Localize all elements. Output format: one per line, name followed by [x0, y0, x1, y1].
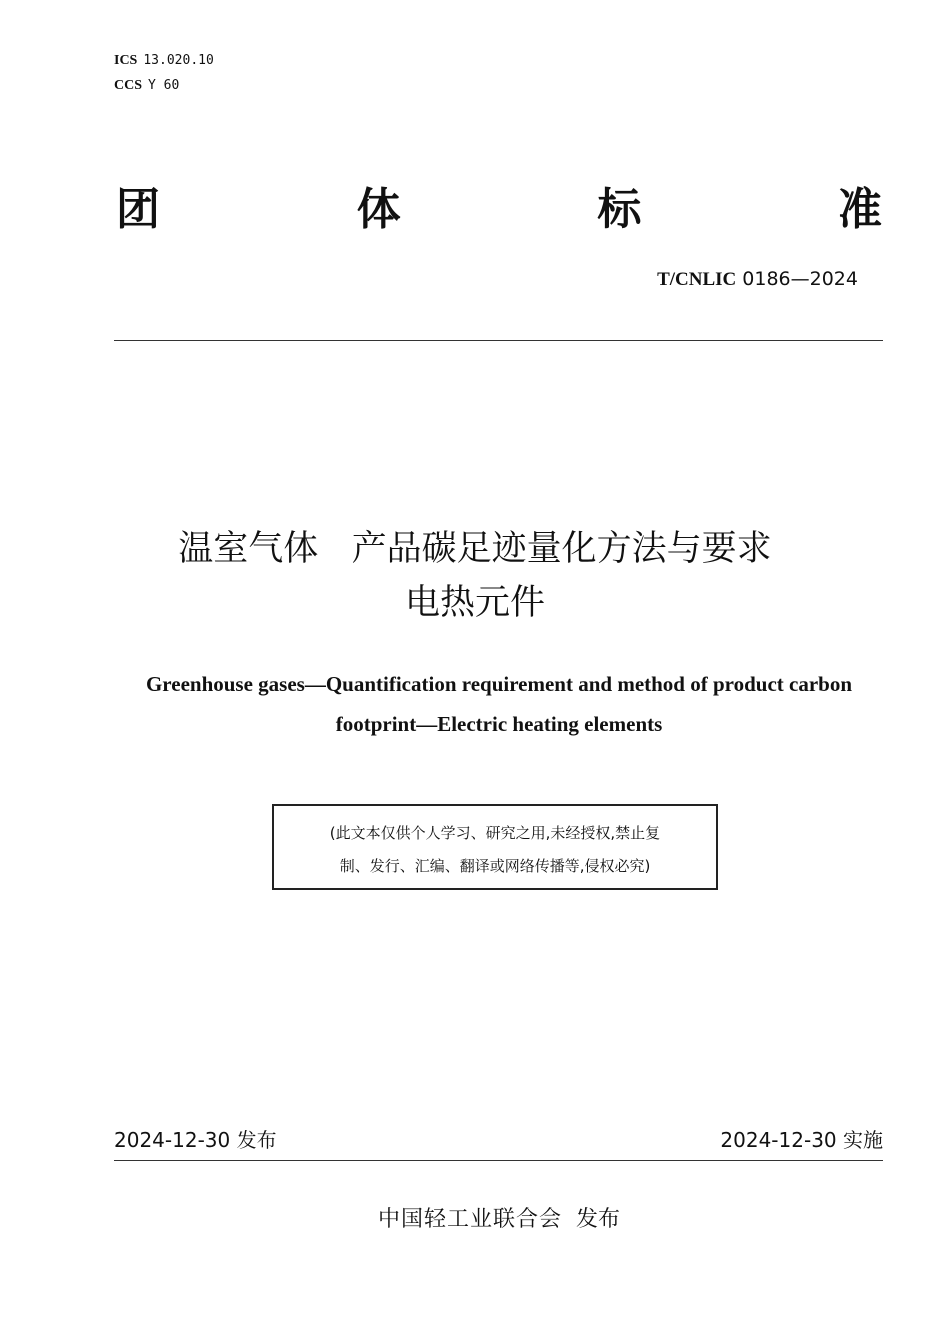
- english-title-line2: footprint—Electric heating elements: [335, 712, 663, 736]
- ics-value: 13.020.10: [143, 53, 214, 68]
- footer-divider: [114, 1160, 883, 1161]
- standard-type-char: 体: [356, 184, 401, 235]
- copyright-notice-box: [272, 804, 718, 890]
- english-title-line1: Greenhouse gases—Quantification requirement and method of product carbon: [145, 672, 853, 696]
- ccs-value: Y 60: [148, 78, 180, 93]
- standard-type-char: 团: [116, 184, 160, 235]
- date-row: [114, 1126, 883, 1154]
- ccs-line: [114, 73, 214, 98]
- ics-line: [114, 48, 214, 73]
- implementation-date: 2024-12-30 实施: [720, 1128, 883, 1152]
- publisher-line: [0, 1204, 950, 1236]
- standard-number: [657, 266, 858, 293]
- standard-number-value: 0186—2024: [742, 268, 858, 290]
- english-title: [0, 664, 950, 744]
- publisher-action: 发布: [576, 1207, 621, 1232]
- chinese-title-line1: 温室气体 产品碳足迹量化方法与要求: [178, 529, 772, 569]
- notice-line2: 制、发行、汇编、翻译或网络传播等,侵权必究): [339, 857, 651, 875]
- chinese-title: [0, 524, 950, 628]
- standard-number-prefix: T/CNLIC: [657, 269, 737, 290]
- header-divider: [114, 340, 883, 341]
- notice-line1: (此文本仅供个人学习、研究之用,未经授权,禁止复: [329, 824, 661, 842]
- chinese-title-line2: 电热元件: [404, 583, 545, 623]
- classification-codes: [114, 48, 214, 98]
- standard-type-char: 准: [837, 184, 882, 235]
- issue-date: 2024-12-30 发布: [114, 1128, 277, 1152]
- ics-key: ICS: [114, 53, 138, 68]
- standard-type-char: 标: [597, 184, 642, 235]
- ccs-key: CCS: [114, 78, 143, 93]
- standard-type-heading: [116, 182, 882, 238]
- publisher-org: 中国轻工业联合会: [377, 1207, 562, 1232]
